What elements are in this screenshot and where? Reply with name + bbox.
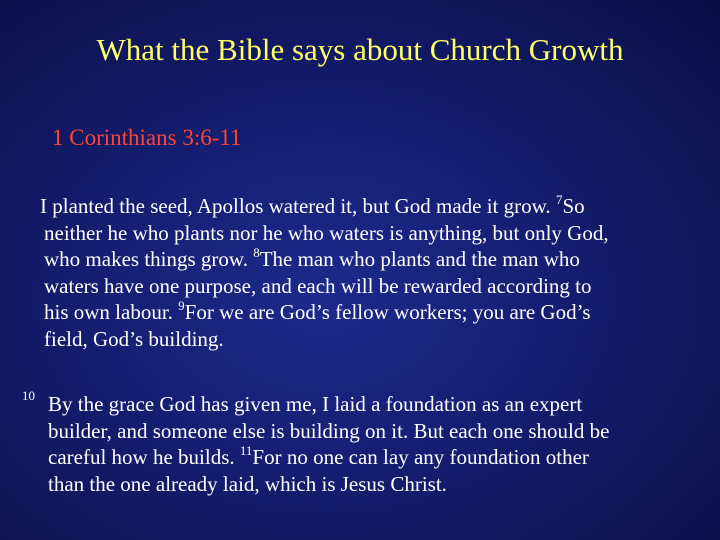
verse-number: 9 bbox=[178, 298, 185, 313]
verse-text: his own labour. bbox=[44, 300, 179, 324]
passage-paragraph-2 bbox=[48, 391, 698, 497]
verse-text: For we are God’s fellow workers; you are God’s bbox=[184, 300, 591, 324]
verse-number: 7 bbox=[555, 192, 563, 207]
passage-line: field, God’s building. bbox=[44, 326, 224, 351]
passage-line: waters have one purpose, and each will be rewarded according to bbox=[44, 273, 592, 298]
verse-text: The man who plants and the man who bbox=[259, 247, 580, 271]
passage-line bbox=[40, 192, 694, 220]
passage-line: neither he who plants nor he who waters is anything, but only God, bbox=[44, 220, 609, 245]
passage-line bbox=[44, 246, 694, 273]
slide-title: What the Bible says about Church Growth bbox=[96, 32, 624, 67]
passage-line: than the one already laid, which is Jesus Christ. bbox=[48, 471, 447, 496]
verse-number: 8 bbox=[253, 245, 260, 260]
verse-text: who makes things grow. bbox=[44, 247, 254, 271]
scripture-reference: 1 Corinthians 3:6-11 bbox=[52, 125, 242, 150]
verse-text: careful how he builds. bbox=[48, 445, 240, 469]
verse-text: So bbox=[562, 194, 585, 218]
passage-line: By the grace God has given me, I laid a foundation as an expert bbox=[48, 392, 583, 416]
passage-line bbox=[48, 444, 698, 471]
verse-text: For no one can lay any foundation other bbox=[252, 445, 589, 469]
passage-line: builder, and someone else is building on it. But each one should be bbox=[48, 418, 610, 443]
verse-number: 11 bbox=[239, 443, 253, 458]
verse-text: I planted the seed, Apollos watered it, but God made it grow. bbox=[40, 194, 556, 218]
passage-paragraph-1 bbox=[40, 192, 694, 352]
verse-number: 10 bbox=[22, 388, 35, 403]
passage-line bbox=[44, 299, 694, 326]
